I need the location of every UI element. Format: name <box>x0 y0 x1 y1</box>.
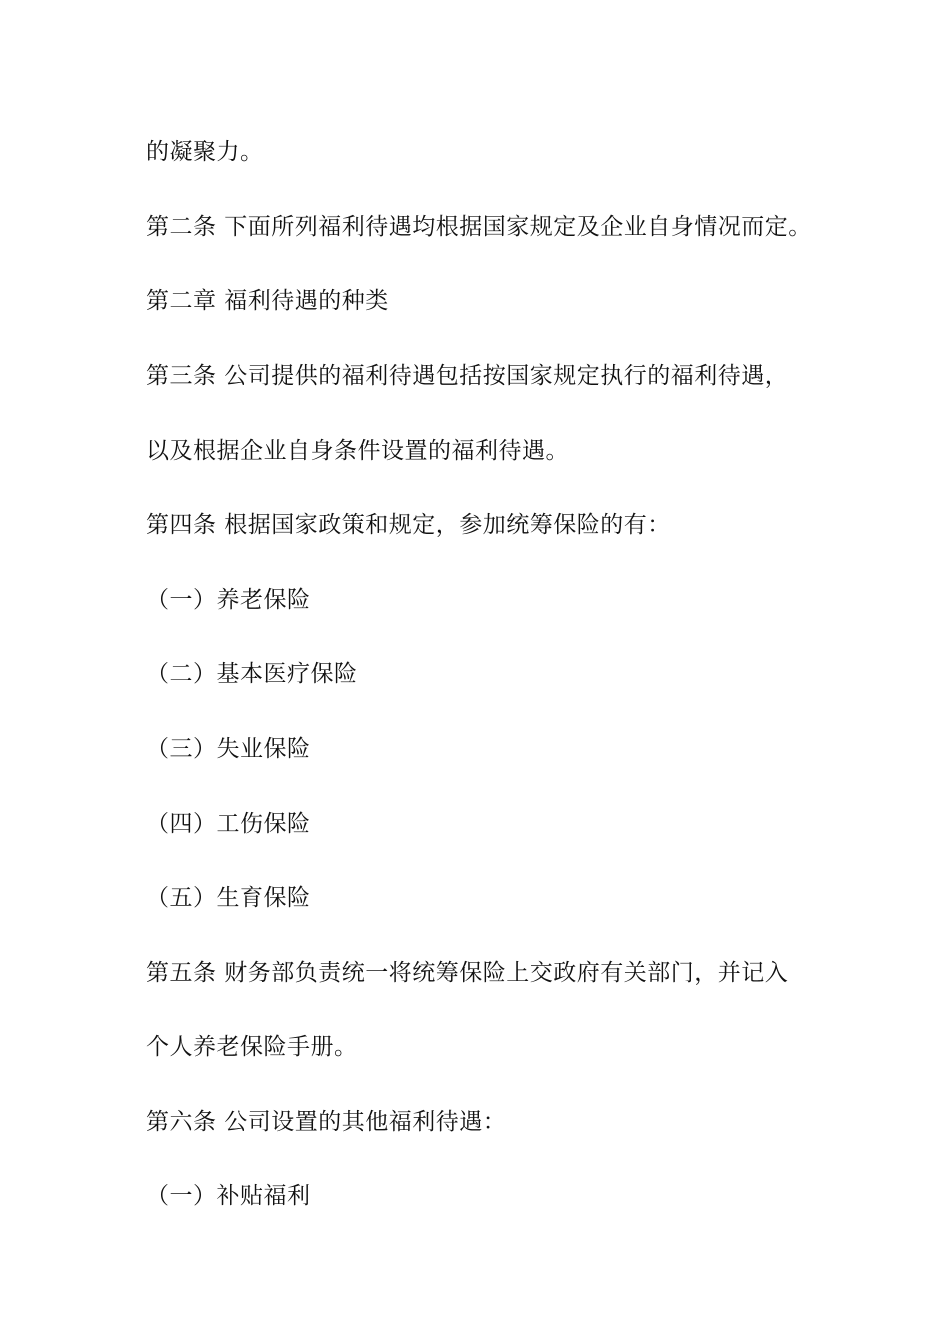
article-3: 第三条 公司提供的福利待遇包括按国家规定执行的福利待遇， <box>146 363 789 389</box>
list-item: （二）基本医疗保险 <box>146 661 358 687</box>
article-4: 第四条 根据国家政策和规定，参加统筹保险的有： <box>146 512 671 538</box>
article-5: 第五条 财务部负责统一将统筹保险上交政府有关部门，并记入 <box>146 960 789 986</box>
article-3-continuation: 以及根据企业自身条件设置的福利待遇。 <box>146 438 569 464</box>
chapter-2-heading: 第二章 福利待遇的种类 <box>146 288 389 314</box>
article-2: 第二条 下面所列福利待遇均根据国家规定及企业自身情况而定。 <box>146 214 812 240</box>
article-6: 第六条 公司设置的其他福利待遇： <box>146 1109 507 1135</box>
list-item: （三）失业保险 <box>146 736 311 762</box>
list-item: （一）养老保险 <box>146 587 311 613</box>
list-item: （四）工伤保险 <box>146 811 311 837</box>
article-5-continuation: 个人养老保险手册。 <box>146 1034 358 1060</box>
list-item: （一）补贴福利 <box>146 1183 311 1209</box>
paragraph-continuation: 的凝聚力。 <box>146 139 264 165</box>
list-item: （五）生育保险 <box>146 885 311 911</box>
